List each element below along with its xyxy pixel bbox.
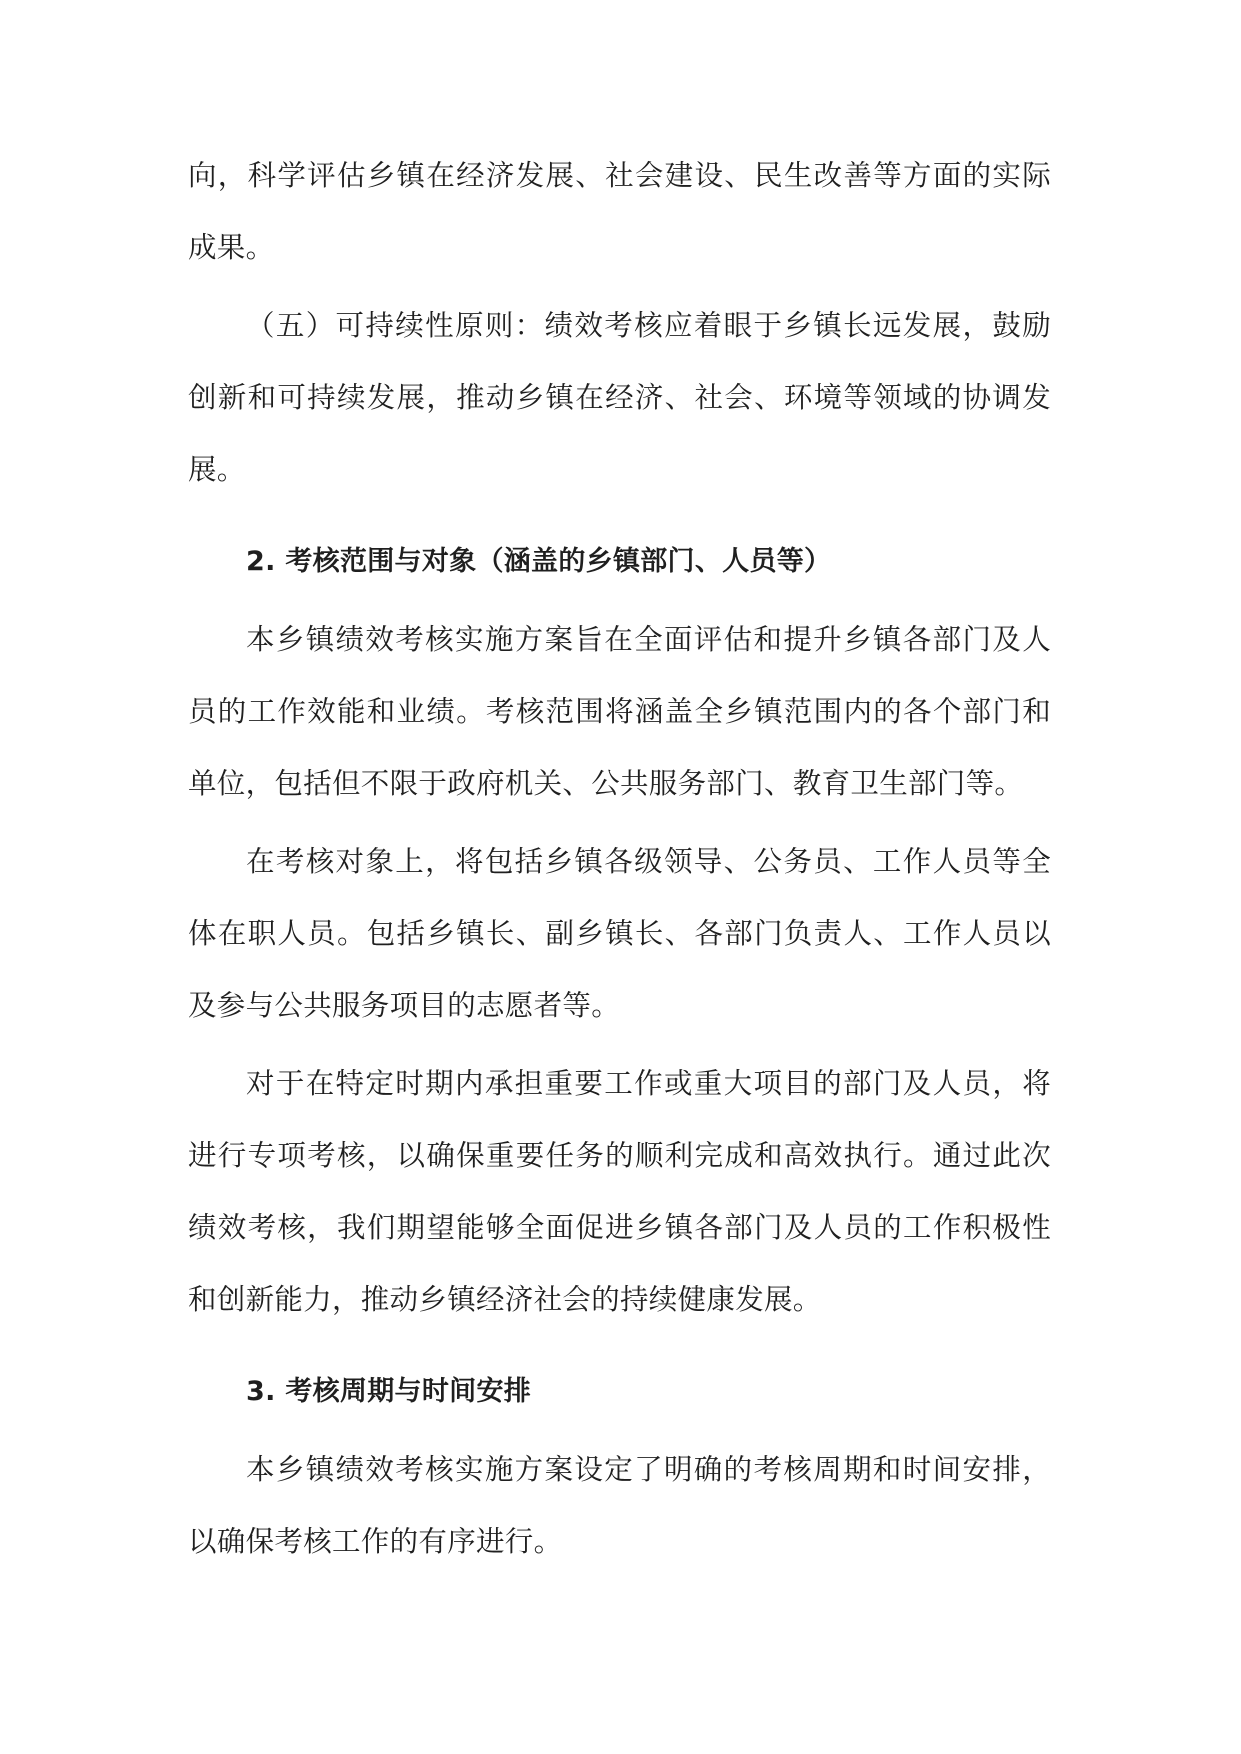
section-heading-scope: 2. 考核范围与对象（涵盖的乡镇部门、人员等）: [246, 546, 832, 577]
paragraph-sustainability-principle: （五）可持续性原则：绩效考核应着眼于乡镇长远发展，鼓励创新和可持续发展，推动乡镇在经济、社会、环境等领域的协调发展。: [188, 309, 1051, 486]
paragraph-targets: 在考核对象上，将包括乡镇各级领导、公务员、工作人员等全体在职人员。包括乡镇长、副乡镇长、各部门负责人、工作人员以及参与公共服务项目的志愿者等。: [188, 845, 1051, 1022]
document-body: [188, 140, 1051, 1578]
paragraph-evaluation-direction: 向，科学评估乡镇在经济发展、社会建设、民生改善等方面的实际成果。: [188, 159, 1051, 264]
paragraph-cycle: 本乡镇绩效考核实施方案设定了明确的考核周期和时间安排，以确保考核工作的有序进行。: [188, 1453, 1051, 1558]
section-heading-cycle: 3. 考核周期与时间安排: [246, 1376, 532, 1407]
paragraph-special-review: 对于在特定时期内承担重要工作或重大项目的部门及人员，将进行专项考核，以确保重要任务的顺利完成和高效执行。通过此次绩效考核，我们期望能够全面促进乡镇各部门及人员的工作积极性和创新能力，推动乡镇经济社会的持续健康发展。: [188, 1067, 1051, 1316]
paragraph-scope: 本乡镇绩效考核实施方案旨在全面评估和提升乡镇各部门及人员的工作效能和业绩。考核范围将涵盖全乡镇范围内的各个部门和单位，包括但不限于政府机关、公共服务部门、教育卫生部门等。: [188, 623, 1051, 800]
